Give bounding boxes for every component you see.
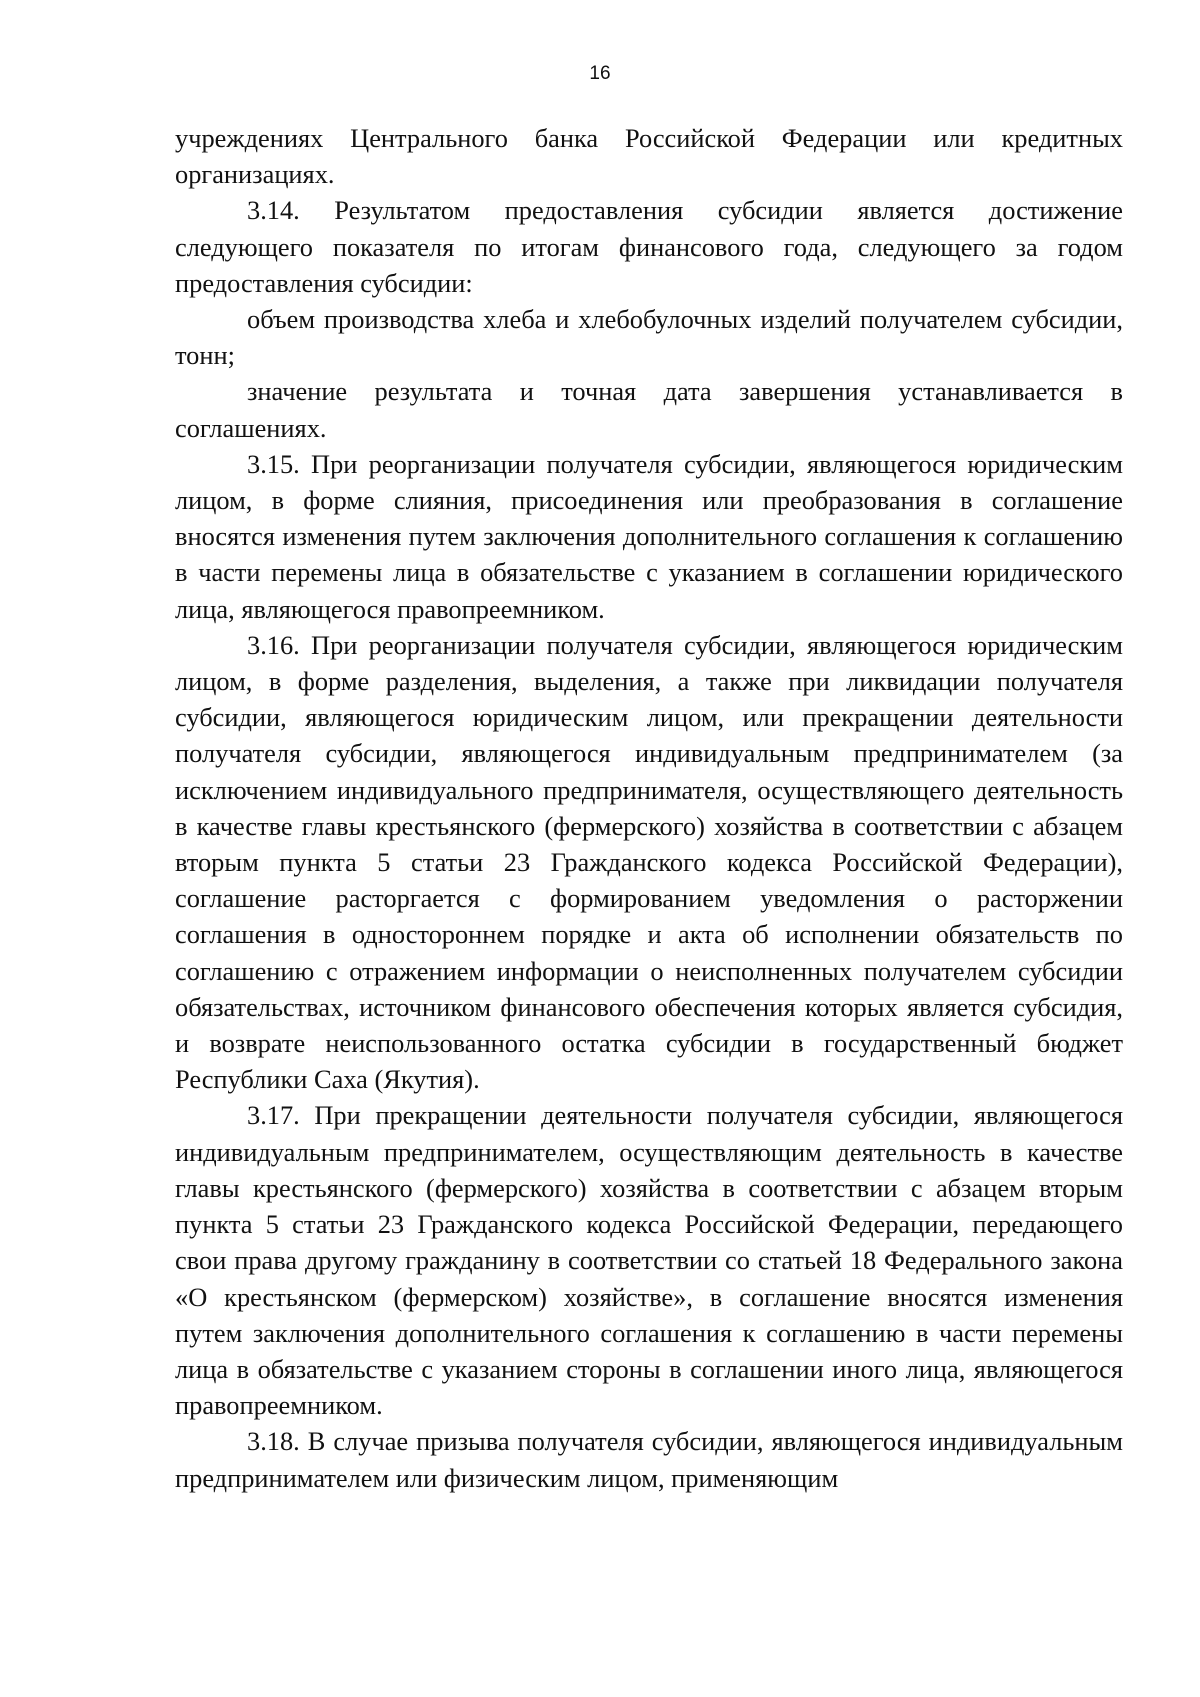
paragraph-continuation: учреждениях Центрального банка Российской Федерации или кредитных организациях. (175, 123, 1123, 190)
paragraph-3-16: 3.16. При реорганизации получателя субсидии, являющегося юридическим лицом, в форме разделения, выделения, а также при ликвидации получателя субсидии, являющегося юридическим лицом, или прекращении деятельности получателя субсидии, являющегося индивидуальным предпринимателем (за исключением индивидуального предпринимателя, осуществляющего деятельность в качестве главы крестьянского (фермерского) хозяйства в соответствии с абзацем вторым пункта 5 статьи 23 Гражданского кодекса Российской Федерации), соглашение расторгается с формированием уведомления о расторжении соглашения в одностороннем порядке и акта об исполнении обязательств по соглашению с отражением информации о неисполненных получателем субсидии обязательствах, источником финансового обеспечения которых является субсидия, и возврате неиспользованного остатка субсидии в государственный бюджет Республики Саха (Якутия). (175, 629, 1123, 1095)
paragraph-3-17: 3.17. При прекращении деятельности получателя субсидии, являющегося индивидуальным предпринимателем, осуществляющим деятельность в качестве главы крестьянского (фермерского) хозяйства в соответствии с абзацем вторым пункта 5 статьи 23 Гражданского кодекса Российской Федерации, передающего свои права другому гражданину в соответствии со статьей 18 Федерального закона «О крестьянском (фермерском) хозяйстве», в соглашение вносятся изменения путем заключения дополнительного соглашения к соглашению в части перемены лица в обязательстве с указанием стороны в соглашении иного лица, являющегося правопреемником. (175, 1100, 1123, 1421)
document-body (175, 120, 1123, 1496)
paragraph-result-value: значение результата и точная дата завершения устанавливается в соглашениях. (175, 376, 1123, 443)
paragraph-indicator: объем производства хлеба и хлебобулочных изделий получателем субсидии, тонн; (175, 304, 1123, 371)
paragraph-3-14: 3.14. Результатом предоставления субсидии является достижение следующего показателя по итогам финансового года, следующего за годом предоставления субсидии: (175, 195, 1123, 298)
paragraph-3-15: 3.15. При реорганизации получателя субсидии, являющегося юридическим лицом, в форме слияния, присоединения или преобразования в соглашение вносятся изменения путем заключения дополнительного соглашения к соглашению в части перемены лица в обязательстве с указанием в соглашении юридического лица, являющегося правопреемником. (175, 448, 1123, 624)
paragraph-3-18: 3.18. В случае призыва получателя субсидии, являющегося индивидуальным предпринимателем или физическим лицом, применяющим (175, 1426, 1123, 1493)
page-number: 16 (589, 63, 611, 84)
